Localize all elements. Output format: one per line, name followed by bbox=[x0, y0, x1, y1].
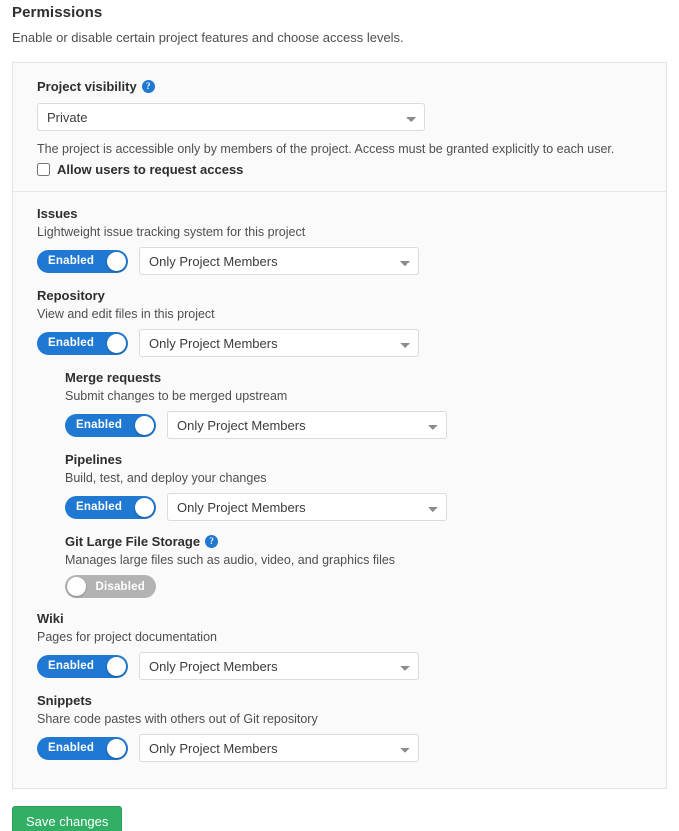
merge-requests-access-select[interactable] bbox=[167, 411, 447, 439]
toggle-knob bbox=[135, 498, 154, 517]
feature-git-lfs bbox=[65, 534, 642, 598]
page-title: Permissions bbox=[12, 4, 103, 21]
toggle-label: Enabled bbox=[48, 255, 95, 267]
toggle-knob bbox=[107, 334, 126, 353]
save-changes-button[interactable]: Save changes bbox=[12, 806, 122, 831]
toggle-knob bbox=[107, 739, 126, 758]
toggle-knob bbox=[135, 416, 154, 435]
feature-description: Pages for project documentation bbox=[37, 630, 217, 644]
toggle-knob bbox=[67, 577, 86, 596]
project-visibility-hint: The project is accessible only by members of the project. Access must be granted explicitly to each user. bbox=[37, 142, 615, 156]
feature-title-text: Wiki bbox=[37, 611, 64, 626]
feature-title bbox=[65, 452, 642, 467]
help-icon[interactable]: ? bbox=[142, 80, 155, 93]
feature-title-text: Merge requests bbox=[65, 370, 162, 385]
permissions-panel bbox=[12, 62, 667, 789]
feature-controls bbox=[37, 329, 642, 357]
project-visibility-select[interactable] bbox=[37, 103, 425, 131]
feature-title-text: Issues bbox=[37, 206, 78, 221]
repository-toggle[interactable] bbox=[37, 332, 128, 355]
feature-controls bbox=[65, 411, 642, 439]
feature-title-text: Pipelines bbox=[65, 452, 123, 467]
git-lfs-toggle[interactable] bbox=[65, 575, 156, 598]
toggle-label: Enabled bbox=[48, 660, 95, 672]
project-visibility-label bbox=[37, 79, 642, 94]
section-header bbox=[0, 0, 679, 45]
feature-title bbox=[37, 611, 642, 626]
wiki-access-select[interactable] bbox=[139, 652, 419, 680]
snippets-toggle[interactable] bbox=[37, 737, 128, 760]
toggle-label: Disabled bbox=[95, 580, 145, 593]
feature-list bbox=[13, 192, 666, 788]
feature-controls bbox=[37, 652, 642, 680]
request-access-label: Allow users to request access bbox=[57, 162, 244, 177]
pipelines-access-select[interactable] bbox=[167, 493, 447, 521]
toggle-label: Enabled bbox=[76, 501, 123, 513]
feature-title-text: Git Large File Storage bbox=[65, 534, 201, 549]
feature-description: Build, test, and deploy your changes bbox=[65, 471, 267, 485]
feature-controls bbox=[65, 493, 642, 521]
feature-pipelines bbox=[65, 452, 642, 521]
feature-issues bbox=[37, 206, 642, 275]
feature-wiki bbox=[37, 611, 642, 680]
toggle-knob bbox=[107, 252, 126, 271]
feature-repository bbox=[37, 288, 642, 357]
project-visibility-label-text: Project visibility bbox=[37, 79, 137, 94]
repository-access-select[interactable] bbox=[139, 329, 419, 357]
feature-title bbox=[65, 534, 642, 549]
feature-description: Share code pastes with others out of Git repository bbox=[37, 712, 318, 726]
feature-controls bbox=[37, 247, 642, 275]
toggle-label: Enabled bbox=[48, 337, 95, 349]
wiki-toggle[interactable] bbox=[37, 655, 128, 678]
page-subtitle: Enable or disable certain project features and choose access levels. bbox=[12, 30, 404, 45]
issues-access-select[interactable] bbox=[139, 247, 419, 275]
merge-requests-toggle[interactable] bbox=[65, 414, 156, 437]
snippets-access-select[interactable] bbox=[139, 734, 419, 762]
feature-description: Manages large files such as audio, video, and graphics files bbox=[65, 553, 396, 567]
feature-title bbox=[37, 693, 642, 708]
feature-merge-requests bbox=[65, 370, 642, 439]
feature-controls bbox=[65, 575, 642, 598]
feature-title-text: Repository bbox=[37, 288, 105, 303]
feature-description: Submit changes to be merged upstream bbox=[65, 389, 288, 403]
feature-description: Lightweight issue tracking system for this project bbox=[37, 225, 306, 239]
feature-title bbox=[37, 206, 642, 221]
request-access-row bbox=[37, 162, 642, 177]
feature-title bbox=[37, 288, 642, 303]
toggle-knob bbox=[107, 657, 126, 676]
feature-description: View and edit files in this project bbox=[37, 307, 215, 321]
form-actions bbox=[0, 789, 679, 831]
feature-title-text: Snippets bbox=[37, 693, 92, 708]
toggle-label: Enabled bbox=[76, 419, 123, 431]
request-access-checkbox[interactable] bbox=[37, 163, 50, 176]
toggle-label: Enabled bbox=[48, 742, 95, 754]
feature-controls bbox=[37, 734, 642, 762]
pipelines-toggle[interactable] bbox=[65, 496, 156, 519]
feature-snippets bbox=[37, 693, 642, 762]
feature-title bbox=[65, 370, 642, 385]
project-visibility-block bbox=[13, 63, 666, 192]
help-icon[interactable]: ? bbox=[205, 535, 218, 548]
issues-toggle[interactable] bbox=[37, 250, 128, 273]
